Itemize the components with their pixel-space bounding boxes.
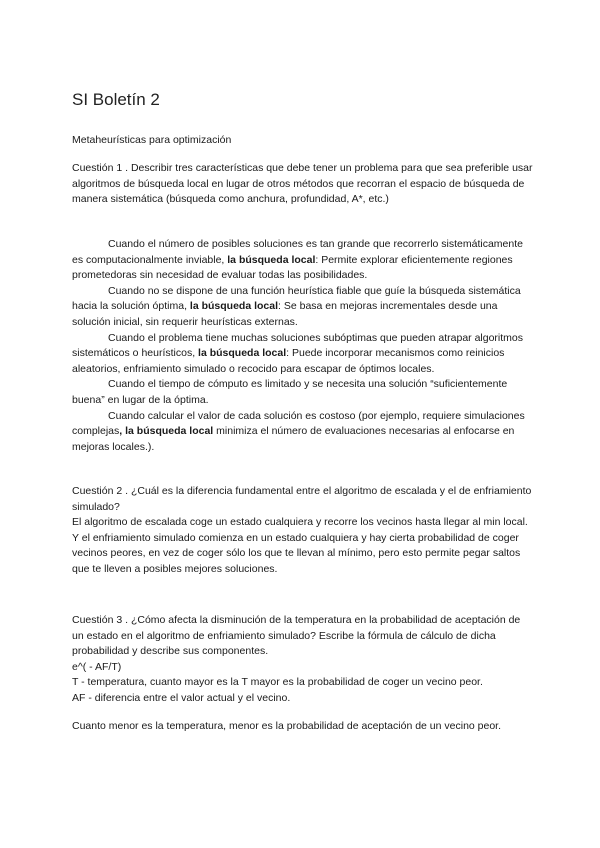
- conclusion-text: Cuanto menor es la temperatura, menor es la probabilidad de aceptación de un vecino peor.: [72, 720, 502, 732]
- temperature-description: T - temperatura, cuanto mayor es la T mayor es la probabilidad de coger un vecino peor.: [72, 676, 483, 689]
- answer-2-part-2: Y el enfriamiento simulado comienza en un estado cualquiera y hay cierta probabilidad de coger vecinos peores, en vez de coger sólo los que te llevan al mínimo, pero esto permite pegar saltos que te lleven a posibles mejores soluciones.: [72, 531, 521, 575]
- question-3-conclusion: [72, 719, 534, 735]
- question-3: [72, 613, 534, 707]
- document-title: SI Boletín 2: [72, 90, 160, 109]
- document-subtitle: Metaheurísticas para optimización: [72, 134, 232, 146]
- question-2: [72, 484, 534, 578]
- question-1-text: Cuestión 1 . Describir tres características que debe tener un problema para que sea preferible usar algoritmos de búsqueda local en lugar de otros métodos que recorran el espacio de búsqueda de manera sistemática (búsqueda como anchura, profundidad, A*, etc.): [72, 162, 533, 206]
- formula: e^( - AF/T): [72, 660, 122, 673]
- answer-1: [72, 237, 534, 455]
- answer-1-item: Cuando el número de posibles soluciones es tan grande que recorrerlo sistemáticamente es computacionalmente inviable, la búsqueda local: Permite explorar eficientemente regiones prometedoras sin necesidad de evaluar todas las posibilidades.: [72, 238, 523, 282]
- answer-1-item: Cuando no se dispone de una función heurística fiable que guíe la búsqueda sistemática hacia la solución óptima, la búsqueda local: Se basa en mejoras incrementales desde una solución inicial, sin requerir heurísticas externas.: [72, 284, 521, 328]
- question-1: [72, 161, 534, 208]
- answer-1-item: Cuando calcular el valor de cada solución es costoso (por ejemplo, requiere simulaciones complejas, la búsqueda local minimiza el número de evaluaciones necesarias al enfocarse en mejoras locales.).: [72, 409, 525, 453]
- answer-1-item: Cuando el problema tiene muchas soluciones subóptimas que pueden atrapar algoritmos sistemáticos o heurísticos, la búsqueda local: Puede incorporar mecanismos como reinicios aleatorios, enfriamiento simulado o recocido para escapar de óptimos locales.: [72, 331, 524, 375]
- answer-1-item: Cuando el tiempo de cómputo es limitado y se necesita una solución “suficientemente buena” en lugar de la óptima.: [72, 378, 508, 406]
- question-2-text: Cuestión 2 . ¿Cuál es la diferencia fundamental entre el algoritmo de escalada y el de enfriamiento simulado?: [72, 485, 532, 513]
- answer-2-part-1: El algoritmo de escalada coge un estado cualquiera y recorre los vecinos hasta llegar al min local.: [72, 516, 528, 529]
- question-3-text: Cuestión 3 . ¿Cómo afecta la disminución de la temperatura en la probabilidad de aceptación de un estado en el algoritmo de enfriamiento simulado? Escribe la fórmula de cálculo de dicha probabilidad y describe sus componentes.: [72, 614, 521, 658]
- difference-description: AF - diferencia entre el valor actual y el vecino.: [72, 691, 291, 704]
